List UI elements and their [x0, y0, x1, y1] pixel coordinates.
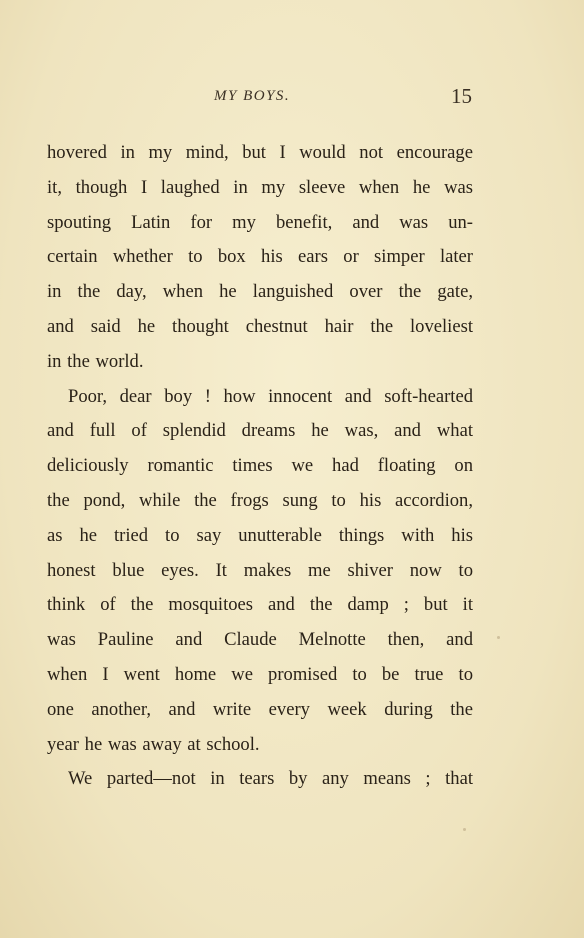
text-line: and said he thought chestnut hair the loveliest	[47, 315, 473, 337]
text-line: think of the mosquitoes and the damp ; but it	[47, 594, 473, 616]
text-line: hovered in my mind, but I would not encourage	[47, 142, 473, 163]
running-title: MY BOYS.	[214, 88, 291, 104]
paper-speck	[463, 828, 466, 831]
text-line: and full of splendid dreams he was, and what	[47, 420, 473, 442]
text-line: one another, and write every week during the	[47, 698, 473, 720]
paragraph-3	[47, 762, 473, 797]
text-line: Poor, dear boy ! how innocent and soft-hearted	[68, 385, 473, 407]
text-line: was Pauline and Claude Melnotte then, and	[47, 629, 473, 651]
text-line: certain whether to box his ears or simper later	[47, 246, 473, 268]
text-line: year he was away at school.	[47, 733, 260, 755]
text-line: spouting Latin for my benefit, and was un-	[47, 211, 473, 233]
text-line: as he tried to say unutterable things with his	[47, 524, 473, 546]
text-line: in the world.	[47, 350, 144, 372]
page-number: 15	[451, 84, 472, 108]
body-text	[47, 136, 473, 797]
text-line: the pond, while the frogs sung to his accordion,	[47, 489, 473, 511]
paragraph-1	[47, 136, 473, 380]
text-line: honest blue eyes. It makes me shiver now to	[47, 559, 473, 581]
paragraph-2	[47, 380, 473, 763]
text-line: when I went home we promised to be true to	[47, 663, 473, 685]
text-line: We parted—not in tears by any means ; that	[68, 768, 473, 790]
paper-speck	[497, 636, 500, 639]
running-head	[0, 84, 584, 112]
text-line: in the day, when he languished over the gate,	[47, 281, 473, 303]
text-line: deliciously romantic times we had floating on	[47, 455, 473, 477]
text-line: it, though I laughed in my sleeve when he was	[47, 176, 473, 198]
